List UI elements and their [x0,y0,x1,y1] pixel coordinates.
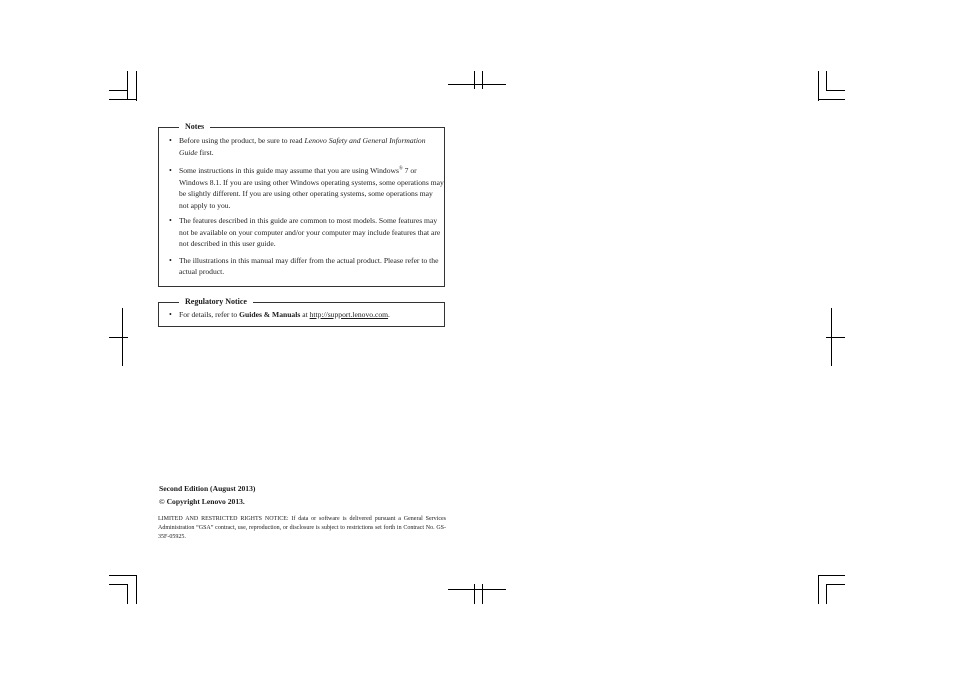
crop-mark-top-right-v1 [818,71,819,101]
edition-line: Second Edition (August 2013) [159,484,256,493]
crop-mark-top-center-h [448,84,506,85]
bullet-icon: • [169,166,172,175]
bullet-icon: • [169,216,172,225]
note-text: The illustrations in this manual may differ from the actual product. Please refer to the actual product. [179,255,439,276]
regulatory-text: For details, refer to [179,310,240,319]
bullet-icon: • [169,136,172,145]
regulatory-list [159,309,444,321]
registered-mark: ® [398,166,403,172]
list-item [159,309,444,321]
notes-list [159,135,444,278]
note-text-end: 7 or Windows 8.1. If you are using other Windows operating systems, some operations may be slightly different. If you are using other operating systems, some operations may not apply to you. [179,166,444,210]
edition-block [159,483,255,508]
crop-mark-mid-right-h [826,337,845,338]
crop-mark-top-center-v2 [482,71,483,89]
note-text: Before using the product, be sure to read [179,136,305,145]
crop-mark-bottom-right-v2 [826,584,827,604]
support-link[interactable]: http://support.lenovo.com [309,310,389,319]
crop-mark-bottom-center-v2 [482,584,483,604]
crop-mark-bottom-right-v1 [818,575,819,604]
restricted-rights-notice: LIMITED AND RESTRICTED RIGHTS NOTICE: If data or software is delivered pursuant a General Services Administration “GSA” contract, use, reproduction, or disclosure is subject to restrictions set forth in Contract No. GS-35F-05925. [158,516,446,540]
crop-mark-top-left-v [127,71,128,99]
list-item [159,215,444,250]
copyright-line: © Copyright Lenovo 2013. [159,496,245,506]
crop-mark-bottom-center-v1 [474,584,475,604]
list-item [159,165,444,211]
note-text: The features described in this guide are common to most models. Some features may not be available on your computer and/or your computer may include features that are not described in this user guide. [179,216,441,248]
regulatory-title: Regulatory Notice [179,296,253,308]
notes-box [158,122,445,287]
crop-mark-top-center-v1 [474,71,475,89]
crop-mark-bottom-right-h2 [826,584,845,585]
note-text-end: first. [197,147,214,157]
crop-mark-bottom-left-h1 [109,575,137,576]
bullet-icon: • [169,255,172,265]
notes-title: Notes [179,121,210,133]
list-item [159,255,444,278]
regulatory-text-end: . [388,310,390,319]
crop-mark-top-right-h2 [818,99,845,100]
crop-mark-top-left-h2 [109,90,127,91]
crop-mark-bottom-left-v1 [127,584,128,604]
guides-manuals-label: Guides & Manuals [239,310,301,319]
regulatory-box [158,297,445,327]
note-italic-reference: Lenovo Safety and General Information Guide [179,136,426,157]
note-text: Some instructions in this guide may assume that you are using Windows [179,166,399,175]
crop-mark-mid-left-h [109,337,128,338]
crop-mark-bottom-left-h2 [109,584,127,585]
crop-mark-bottom-right-h1 [818,575,845,576]
crop-mark-bottom-left-v2 [136,575,137,604]
crop-mark-top-left-v2 [136,71,137,101]
crop-mark-bottom-center-h [448,589,506,590]
regulatory-text-mid: at [300,310,310,319]
list-item [159,135,444,158]
bullet-icon: • [169,310,172,319]
crop-mark-top-left-h [109,99,137,100]
crop-mark-top-right-v2 [826,71,827,91]
crop-mark-top-right-h1 [826,90,845,91]
